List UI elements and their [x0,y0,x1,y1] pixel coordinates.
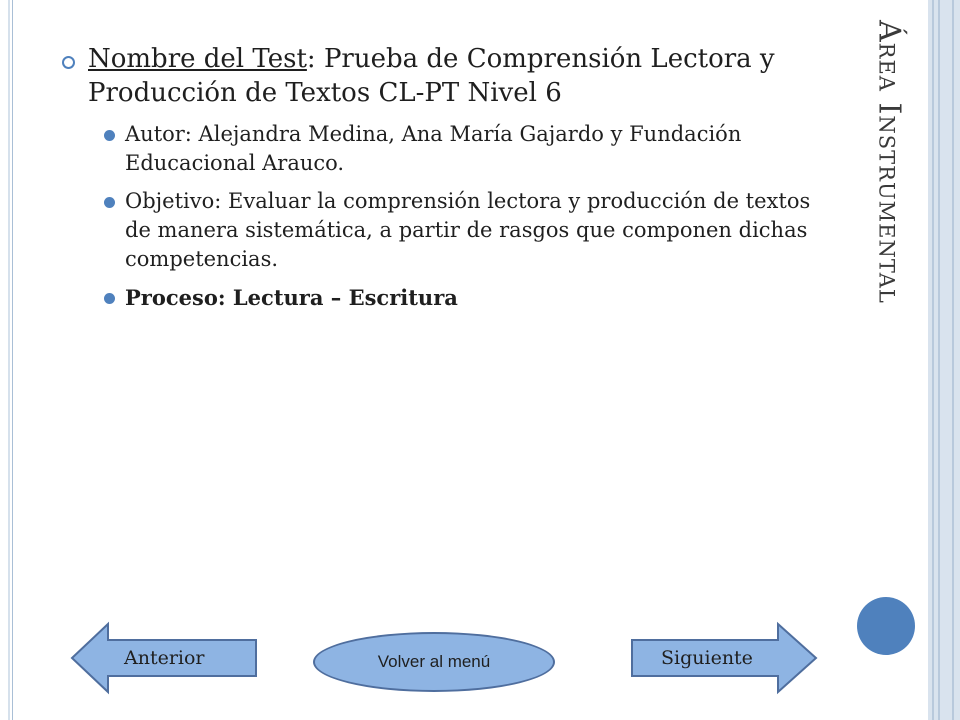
author-text: Autor: Alejandra Medina, Ana María Gajardo y Fundación Educacional Arauco. [125,122,742,175]
slide-title: Área Instrumental [871,20,907,304]
test-name-separator: : [306,44,324,74]
right-side-band [928,0,960,720]
left-border-decoration [0,0,13,720]
test-name-label: Nombre del Test [88,44,307,74]
sub-bullet-objective [62,187,822,274]
back-to-menu-button[interactable] [313,632,555,692]
slide-content [62,42,822,321]
ring-bullet-icon [62,56,75,69]
menu-label: Volver al menú [377,652,491,671]
sub-bullet-process [62,283,822,312]
next-label: Siguiente [661,647,753,669]
next-button[interactable] [628,620,818,696]
sub-bullet-list [62,120,822,312]
previous-label: Anterior [124,647,205,669]
test-name-value: Prueba de Comprensión Lectora y Producción de Textos CL-PT Nivel 6 [88,44,775,108]
process-text: Proceso: Lectura – Escritura [125,285,458,310]
main-bullet-point [62,42,822,110]
dot-bullet-icon [104,130,115,141]
dot-bullet-icon [104,293,115,304]
sub-bullet-author [62,120,822,178]
previous-button[interactable] [70,620,260,696]
dot-bullet-icon [104,197,115,208]
decorative-circle [857,597,915,655]
objective-text: Objetivo: Evaluar la comprensión lectora y producción de textos de manera sistemática, a partir de rasgos que componen dichas competencias. [125,189,811,271]
